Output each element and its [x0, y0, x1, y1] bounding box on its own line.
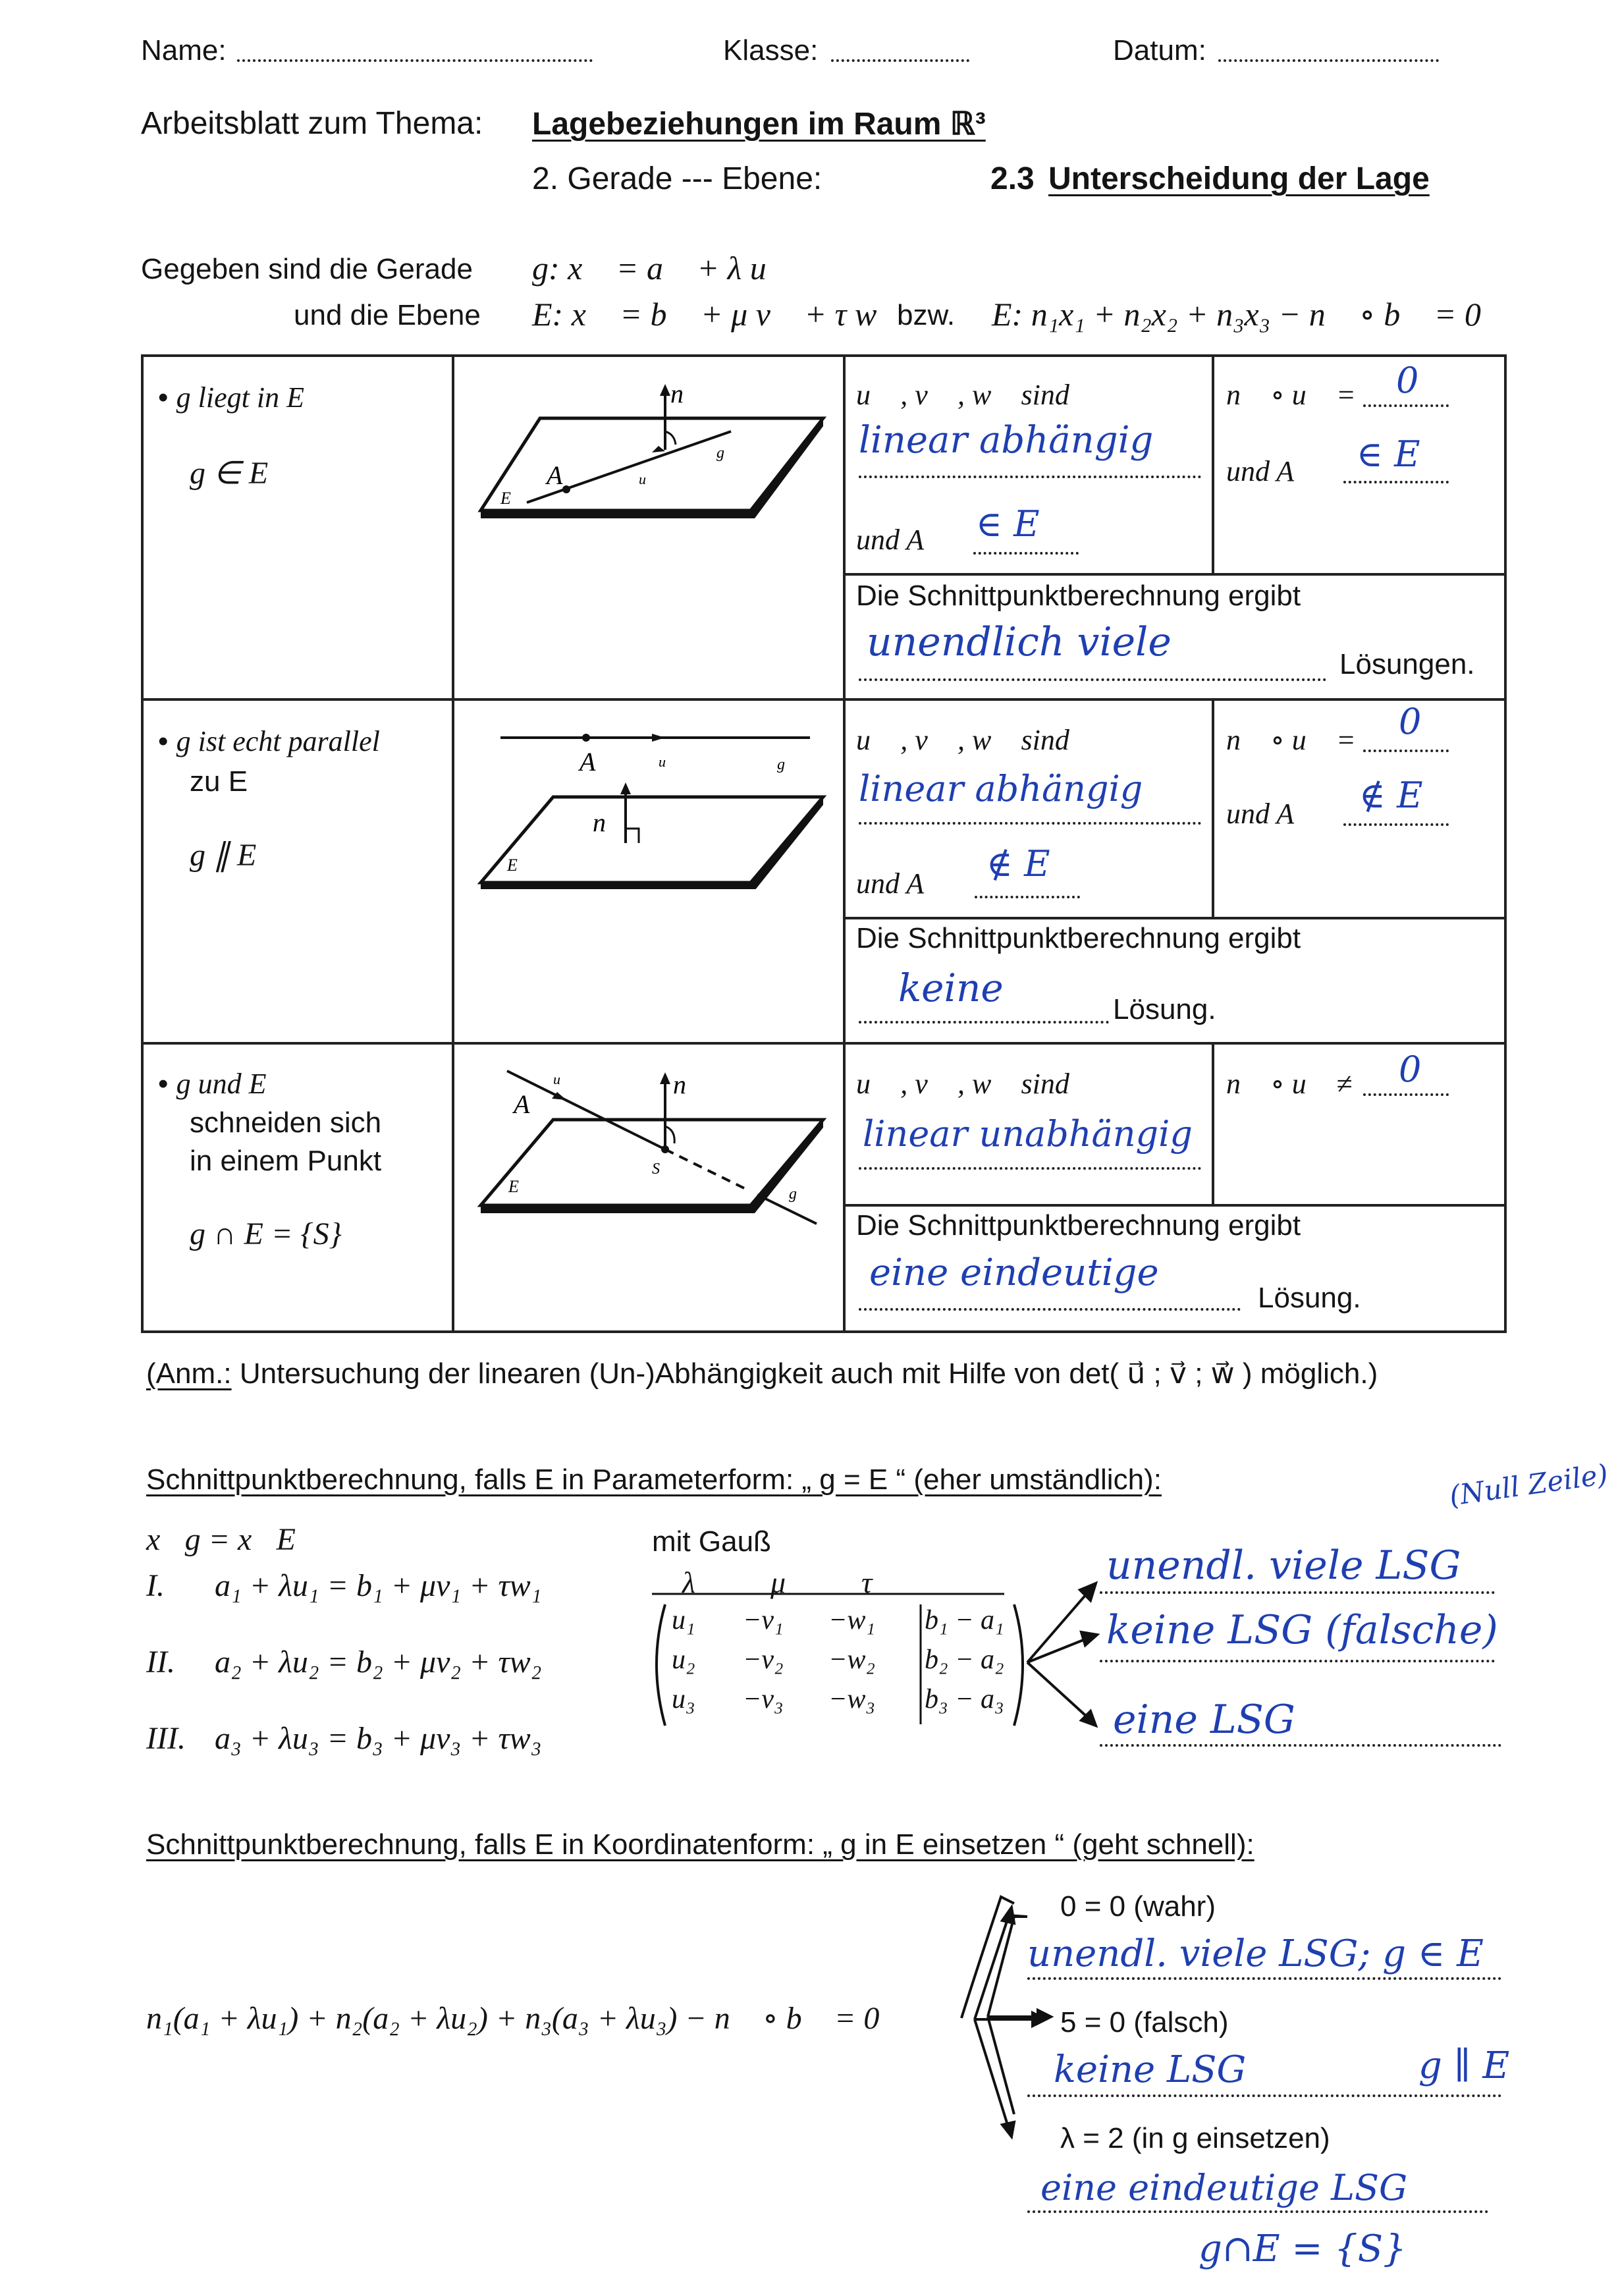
given-plane-intro: und die Ebene — [294, 299, 481, 331]
fig-plane-label: E — [507, 856, 518, 875]
matrix-r3c1: u₃ — [672, 1684, 695, 1714]
row3-schnitt: Die Schnittpunktberechnung ergibt — [856, 1209, 1301, 1242]
row2-symbol: g ∥ E — [190, 838, 257, 873]
param-hw-res3: eine LSG — [1113, 1697, 1295, 1743]
coord-hw2: keine LSG — [1054, 2048, 1247, 2091]
row2-hw-A: ∉ E — [986, 843, 1050, 885]
coord-case3: λ = 2 (in g einsetzen) — [1060, 2122, 1330, 2154]
fig-point-label: A — [547, 460, 563, 490]
row2-hw-dependence: linear abhängig — [859, 768, 1143, 809]
row1-symbol: g ∈ E — [190, 456, 269, 491]
row1-hw-dependence: linear abhängig — [859, 419, 1154, 462]
coord-case1: 0 = 0 (wahr) — [1060, 1890, 1216, 1923]
subsection-number: 2.3 — [990, 161, 1035, 196]
given-line-intro: Gegeben sind die Gerade — [141, 253, 473, 285]
fig-normal-label: n⃗ — [593, 807, 627, 837]
param-eq0: x⃗g = x⃗E — [146, 1522, 296, 1557]
fig-normal-label: n⃗ — [670, 379, 705, 408]
matrix-r3c2: −v₃ — [743, 1684, 784, 1714]
gauss-label: mit Gauß — [652, 1525, 771, 1558]
worksheet-label: Arbeitsblatt zum Thema: — [141, 106, 483, 141]
param-heading: Schnittpunktberechnung, falls E in Parameterform: „ g = E “ (eher umständlich): — [146, 1463, 1162, 1496]
matrix-r2c4: b₂ − a₂ — [925, 1645, 1004, 1675]
fig-point-label: A — [580, 747, 596, 777]
fig-direction-label: u⃗ — [659, 753, 678, 770]
row3-case3: in einem Punkt — [190, 1145, 382, 1177]
row3-hw-dot: 0 — [1399, 1049, 1422, 1090]
bullet-icon: • — [158, 381, 169, 414]
note: (Anm.: Untersuchung der linearen (Un-)Abhängigkeit auch mit Hilfe von det( u⃗ ; v⃗ ; w⃗ ) möglich.) — [146, 1357, 1378, 1390]
param-eq1-label: I. — [146, 1568, 165, 1603]
matrix-r1c1: u₁ — [672, 1605, 695, 1635]
param-eq2: a₂ + λu₂ = b₂ + μv₂ + τw₂ — [215, 1645, 542, 1680]
row1-hw-result: unendlich viele — [867, 619, 1172, 665]
class-label: Klasse: — [723, 34, 819, 67]
row2-vectors: u⃗ , v⃗ , w⃗ sind — [856, 724, 1069, 756]
param-eq1: a₁ + λu₁ = b₁ + μv₁ + τw₁ — [215, 1568, 542, 1603]
matrix-head-mu: μ — [770, 1566, 786, 1599]
row1-hw-A2: ∈ E — [1357, 433, 1420, 475]
plane-param-equation: E: x⃗ = b⃗ + μ v⃗ + τ w⃗ — [532, 296, 903, 333]
worksheet-topic: Lagebeziehungen im Raum ℝ³ — [532, 107, 986, 142]
row1-und-A: und A — [856, 524, 925, 556]
coord-case2: 5 = 0 (falsch) — [1060, 2006, 1229, 2038]
row2-case2: zu E — [190, 765, 248, 798]
row2-hw-result: keine — [898, 966, 1004, 1010]
coord-heading: Schnittpunktberechnung, falls E in Koordinatenform: „ g in E einsetzen “ (geht schnell): — [146, 1828, 1254, 1861]
bullet-icon: • — [158, 1068, 169, 1100]
matrix-r1c2: −v₁ — [743, 1605, 784, 1635]
row2-schnitt: Die Schnittpunktberechnung ergibt — [856, 922, 1301, 954]
line-equation: g: x⃗ = a⃗ + λ u⃗ — [532, 250, 792, 287]
plane-coord-equation: E: n₁x₁ + n₂x₂ + n₃x₃ − n⃗ ∘ b⃗ = 0 — [992, 296, 1481, 333]
row2-hw-A2: ∉ E — [1359, 775, 1423, 816]
row1-dot: n⃗ ∘ u⃗ = — [1226, 379, 1356, 411]
subsection-title: Unterscheidung der Lage — [1048, 161, 1430, 196]
bzw-text: bzw. — [897, 299, 956, 331]
row3-hw-dependence: linear unabhängig — [863, 1113, 1193, 1155]
matrix-r2c3: −w₂ — [828, 1645, 875, 1675]
fig-line-label: g — [789, 1186, 797, 1203]
bullet-icon: • — [158, 725, 169, 757]
fig-point-label: A — [514, 1089, 530, 1119]
row1-hw-A: ∈ E — [976, 503, 1040, 545]
param-hw-note: (Null Zeile) — [1447, 1458, 1610, 1512]
name-label: Name: — [141, 34, 227, 67]
matrix-r2c2: −v₂ — [743, 1645, 784, 1675]
row2-hw-dot: 0 — [1399, 701, 1422, 742]
row3-vectors: u⃗ , v⃗ , w⃗ sind — [856, 1068, 1069, 1100]
fig-intersection-label: S — [652, 1161, 660, 1178]
row1-result-suffix: Lösungen. — [1339, 648, 1475, 680]
fig-plane-label: E — [500, 489, 511, 508]
param-eq2-label: II. — [146, 1645, 175, 1680]
row2-dot: n⃗ ∘ u⃗ = — [1226, 724, 1356, 756]
row2-case: • g ist echt parallel — [158, 725, 380, 757]
fig-line-label: g — [716, 445, 724, 462]
fig-direction-label: u⃗ — [639, 471, 658, 487]
row1-hw-dot: 0 — [1396, 360, 1419, 401]
param-eq3-label: III. — [146, 1721, 186, 1756]
row1-schnitt: Die Schnittpunktberechnung ergibt — [856, 580, 1301, 612]
fig-line-label: g — [777, 756, 785, 773]
row2-und-A: und A — [856, 867, 925, 900]
matrix-r1c3: −w₁ — [828, 1605, 875, 1635]
coord-hw1: unendl. viele LSG; g ∈ E — [1027, 1932, 1484, 1975]
row3-dot: n⃗ ∘ u⃗ ≠ — [1226, 1068, 1353, 1100]
row3-result-suffix: Lösung. — [1258, 1282, 1361, 1314]
date-label: Datum: — [1113, 34, 1206, 67]
fig-normal-label: n⃗ — [673, 1070, 707, 1099]
matrix-r3c3: −w₃ — [828, 1684, 875, 1714]
coord-hw3: eine eindeutige LSG — [1040, 2167, 1408, 2208]
param-eq3: a₃ + λu₃ = b₃ + μv₃ + τw₃ — [215, 1721, 542, 1756]
coord-equation: n₁(a₁ + λu₁) + n₂(a₂ + λu₂) + n₃(a₃ + λu₃) − n⃗ ∘ b⃗ = 0 — [146, 2001, 880, 2036]
coord-hw4: g∩E = {S} — [1199, 2228, 1407, 2270]
matrix-head-tau: τ — [861, 1566, 873, 1599]
section-title: 2. Gerade --- Ebene: — [532, 161, 822, 196]
row3-symbol: g ∩ E = {S} — [190, 1216, 342, 1251]
matrix-r1c4: b₁ − a₁ — [925, 1605, 1004, 1635]
row3-case: • g und E — [158, 1068, 267, 1100]
matrix-r3c4: b₃ − a₃ — [925, 1684, 1004, 1714]
matrix-r2c1: u₂ — [672, 1645, 695, 1675]
row1-und-A2: und A — [1226, 455, 1295, 487]
param-hw-res2: keine LSG (falsche) — [1106, 1607, 1498, 1653]
row2-und-A2: und A — [1226, 798, 1295, 830]
row3-case2: schneiden sich — [190, 1107, 382, 1139]
row3-hw-result: eine eindeutige — [869, 1251, 1159, 1294]
row1-case: • g liegt in E — [158, 381, 304, 414]
matrix-head-lambda: λ — [682, 1566, 695, 1599]
coord-hw2b: g ∥ E — [1418, 2044, 1510, 2087]
param-hw-res1: unendl. viele LSG — [1106, 1543, 1461, 1589]
row2-result-suffix: Lösung. — [1113, 993, 1216, 1025]
row1-vectors: u⃗ , v⃗ , w⃗ sind — [856, 379, 1069, 411]
fig-plane-label: E — [508, 1177, 519, 1196]
fig-direction-label: u⃗ — [553, 1071, 572, 1087]
